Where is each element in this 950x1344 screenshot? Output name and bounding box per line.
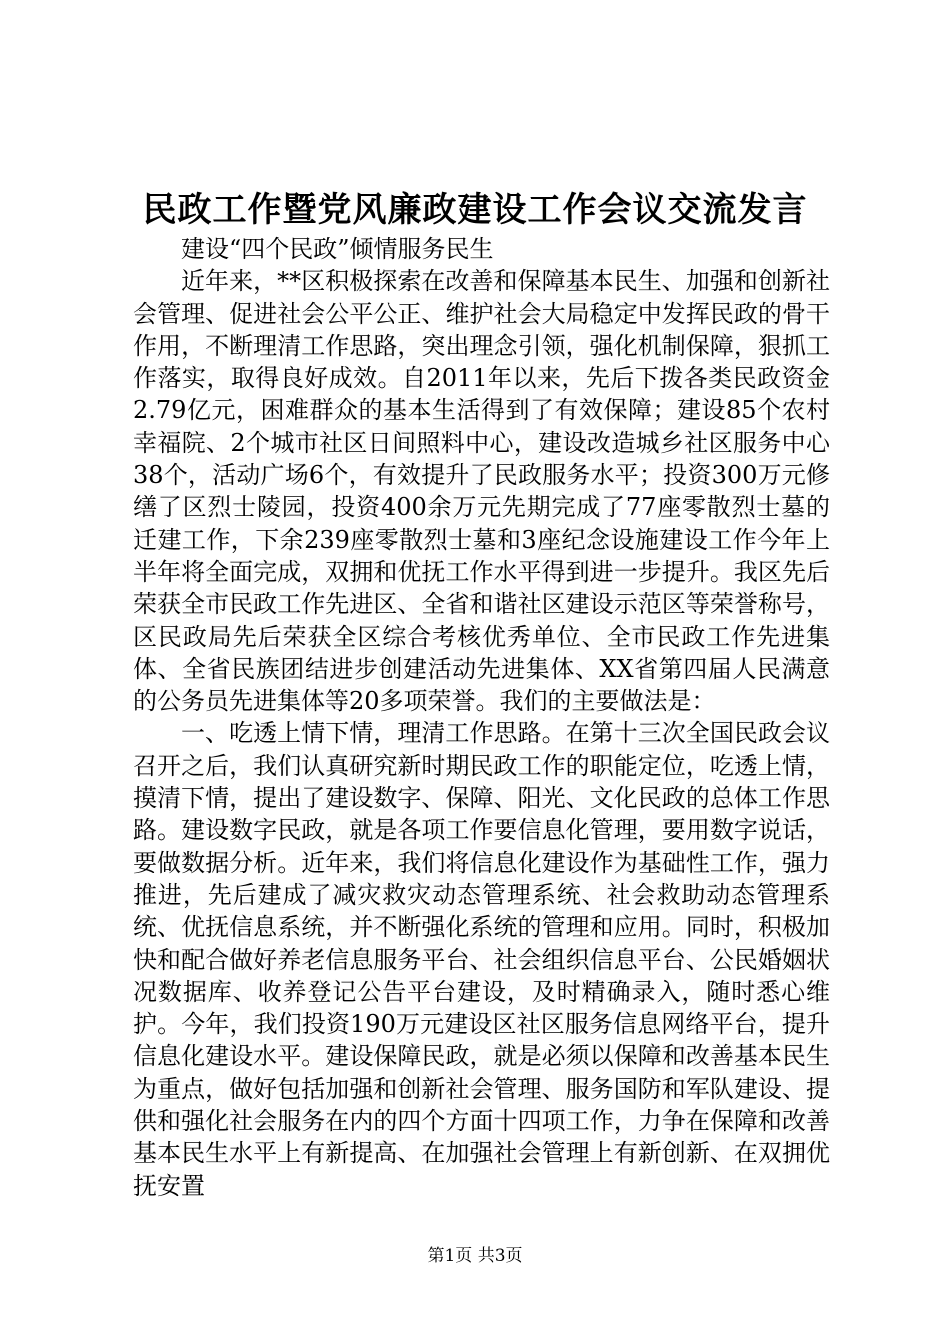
subtitle-paragraph: 建设“四个民政”倾情服务民生 xyxy=(181,235,494,263)
body-paragraph: 一、吃透上情下情，理清工作思路。在第十三次全国民政会议召开之后，我们认真研究新时期民政工作的职能定位，吃透上情，摸清下情，提出了建设数字、保障、阳光、文化民政的总体工作思路。建设数字民政，就是各项工作要信息化管理，要用数字说话，要做数据分析。近年来，我们将信息化建设作为基础性工作，强力推进，先后建成了减灾救灾动态管理系统、社会救助动态管理系统、优抚信息系统，并不断强化系统的管理和应用。同时，积极加快和配合做好养老信息服务平台、社会组织信息平台、公民婚姻状况数据库、收养登记公告平台建设，及时精确录入，随时悉心维护。今年，我们投资190万元建设区社区服务信息网络平台，提升信息化建设水平。建设保障民政，就是必须以保障和改善基本民生为重点，做好包括加强和创新社会管理、服务国防和军队建设、提供和强化社会服务在内的四个方面十四项工作，力争在保障和改善基本民生水平上有新提高、在加强社会管理上有新创新、在双拥优抚安置 xyxy=(133,719,830,1200)
document-body xyxy=(133,233,830,1202)
document-title: 民政工作暨党风廉政建设工作会议交流发言 xyxy=(142,190,808,230)
body-paragraph: 近年来，**区积极探索在改善和保障基本民生、加强和创新社会管理、促进社会公平公正、维护社会大局稳定中发挥民政的骨干作用，不断理清工作思路，突出理念引领，强化机制保障，狠抓工作落实，取得良好成效。自2011年以来，先后下拨各类民政资金2.79亿元，困难群众的基本生活得到了有效保障；建设85个农村幸福院、2个城市社区日间照料中心，建设改造城乡社区服务中心38个，活动广场6个，有效提升了民政服务水平；投资300万元修缮了区烈士陵园，投资400余万元先期完成了77座零散烈士墓的迁建工作，下余239座零散烈士墓和3座纪念设施建设工作今年上半年将全面完成，双拥和优抚工作水平得到进一步提升。我区先后荣获全市民政工作先进区、全省和谐社区建设示范区等荣誉称号，区民政局先后荣获全区综合考核优秀单位、全市民政工作先进集体、全省民族团结进步创建活动先进集体、XX省第四届人民满意的公务员先进集体等20多项荣誉。我们的主要做法是： xyxy=(133,267,830,716)
page-number-footer: 第1页 共3页 xyxy=(427,1246,523,1266)
